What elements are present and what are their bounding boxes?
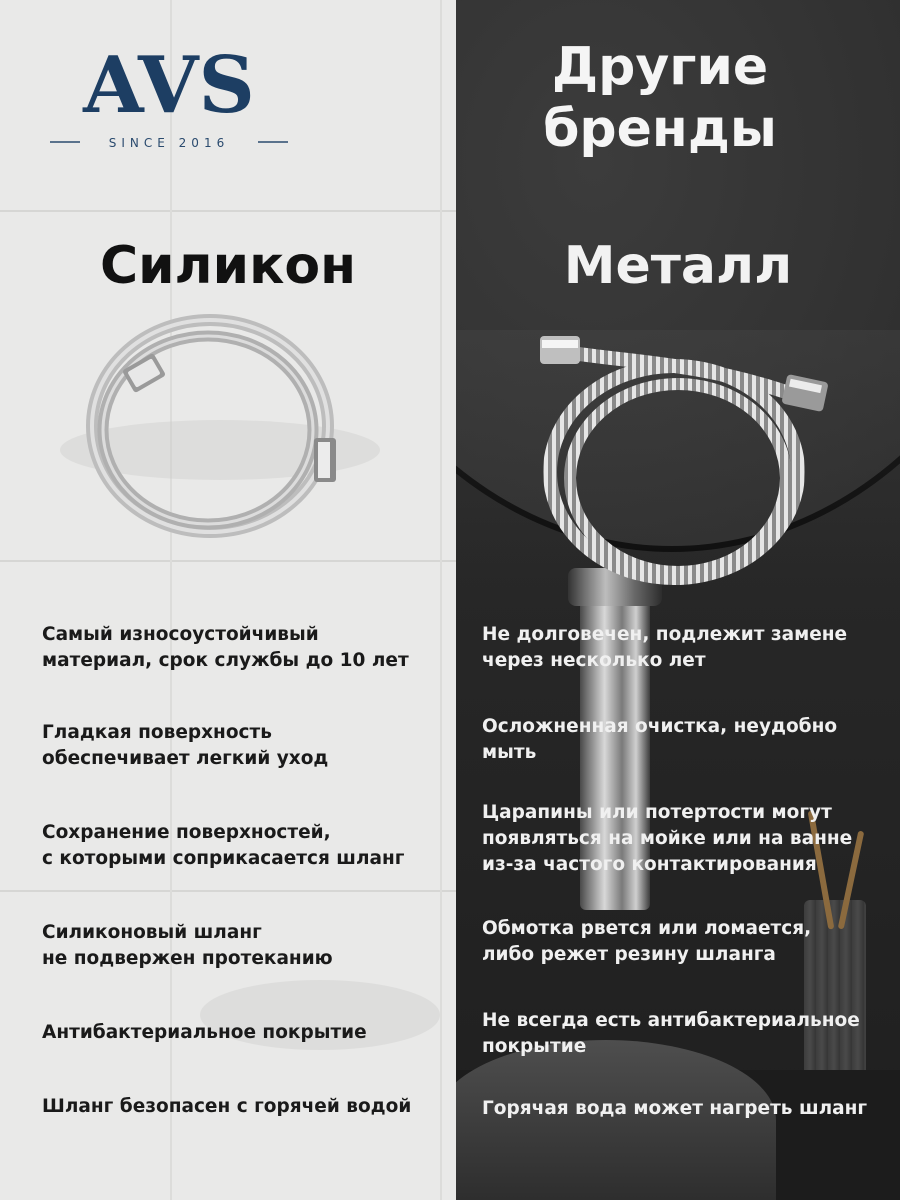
metal-feature: Царапины или потертости могут появляться на мойке или на ванне из-за частого контактирования xyxy=(482,802,853,875)
tile-line xyxy=(0,210,456,212)
other-brands-heading: Другие бренды xyxy=(543,37,777,159)
tile-line xyxy=(0,560,456,562)
metal-feature: Обмотка рвется или ломается, либо режет резину шланга xyxy=(482,918,812,965)
metal-feature: Не долговечен, подлежит замене через несколько лет xyxy=(482,624,848,671)
metal-feature: Горячая вода может нагреть шланг xyxy=(482,1098,868,1119)
silicone-feature: Силиконовый шланг не подвержен протеканию xyxy=(42,922,333,969)
metal-title: Металл xyxy=(563,236,793,296)
metal-feature: Осложненная очистка, неудобно мыть xyxy=(482,716,838,763)
logo-text: AVS xyxy=(83,40,255,131)
silicone-feature: Шланг безопасен с горячей водой xyxy=(42,1096,412,1117)
since-text: SINCE 2016 xyxy=(108,136,230,150)
silicone-feature: Самый износоустойчивый материал, срок службы до 10 лет xyxy=(42,624,409,671)
avs-logo xyxy=(46,40,292,160)
silicone-title: Силикон xyxy=(99,236,357,296)
silicone-feature: Гладкая поверхность обеспечивает легкий уход xyxy=(42,722,329,769)
metal-hose-image xyxy=(536,322,836,594)
metal-feature: Не всегда есть антибактериальное покрытие xyxy=(482,1010,860,1057)
tile-line xyxy=(0,890,456,892)
silicone-feature: Сохранение поверхностей, с которыми соприкасается шланг xyxy=(42,822,405,869)
silicone-feature: Антибактериальное покрытие xyxy=(42,1022,367,1043)
silicone-hose-image xyxy=(76,308,356,548)
